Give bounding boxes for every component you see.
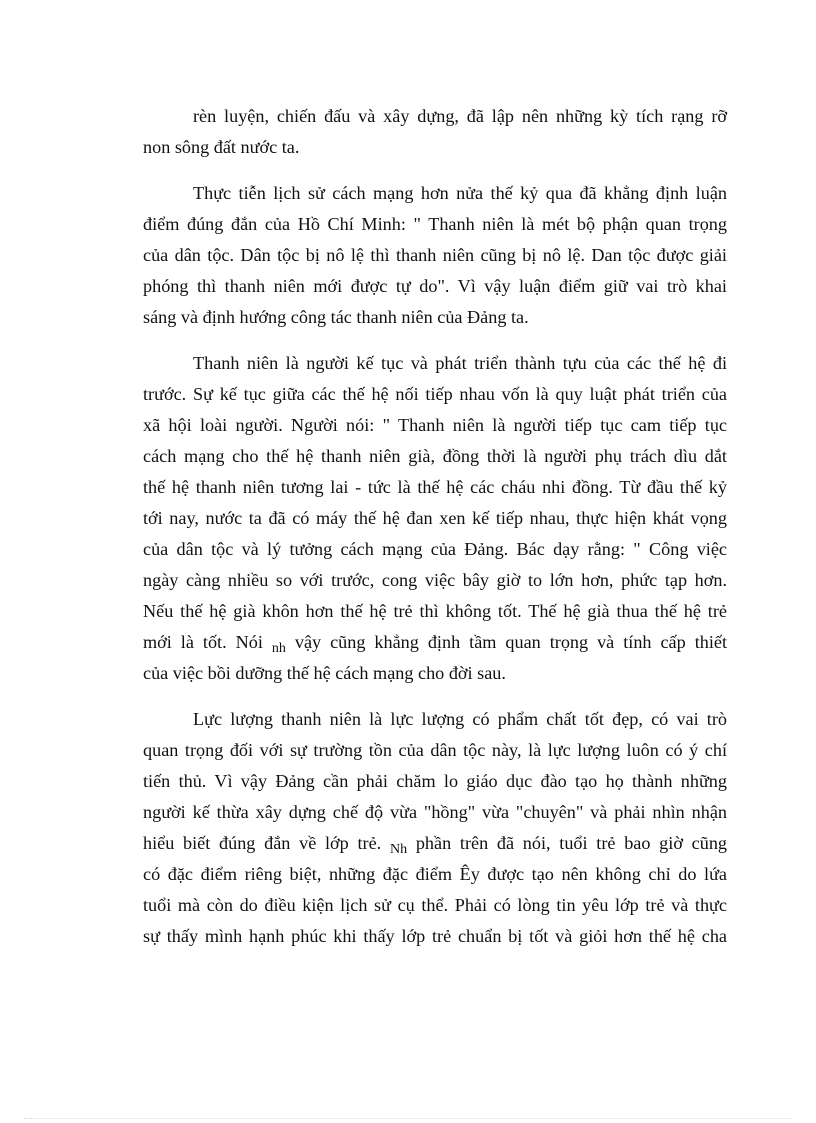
- text-line: tới nay, nước ta đã có máy thế hệ đan xen kế tiếp nhau, thực hiện khát vọng: [143, 508, 727, 528]
- text-line: rèn luyện, chiến đấu và xây dựng, đã lập nên những kỳ tích rạng rỡ: [193, 106, 727, 126]
- text-line: cách mạng cho thế hệ thanh niên già, đồng thời là người phụ trách dìu dắt: [143, 446, 727, 466]
- page-bottom-divider: [24, 1118, 792, 1119]
- line-segment: vậy cũng khẳng định tầm quan trọng và tính cấp thiết: [294, 632, 728, 652]
- text-line: người kế thừa xây dựng chế độ vừa "hồng" vừa "chuyên" và phải nhìn nhận: [143, 802, 727, 822]
- text-line: Lực lượng thanh niên là lực lượng có phẩm chất tốt đẹp, có vai trò: [193, 709, 727, 729]
- text-line: tuổi mà còn do điều kiện lịch sử cụ thể. Phải có lòng tin yêu lớp trẻ và thực: [143, 895, 727, 915]
- text-line: của việc bồi dưỡng thế hệ cách mạng cho đời sau.: [143, 663, 506, 683]
- text-line: của dân tộc và lý tưởng cách mạng của Đảng. Bác dạy rằng: " Công việc: [143, 539, 727, 559]
- text-line: tiến thủ. Vì vậy Đảng cần phải chăm lo giáo dục đào tạo họ thành những: [143, 771, 727, 791]
- subscript-fragment: Nh: [389, 842, 408, 857]
- text-line: sáng và định hướng công tác thanh niên của Đảng ta.: [143, 307, 529, 327]
- text-line: của dân tộc. Dân tộc bị nô lệ thì thanh niên cũng bị nô lệ. Dan tộc được giải: [143, 245, 727, 265]
- line-segment: hiểu biết đúng đắn về lớp trẻ.: [143, 833, 382, 853]
- text-line: quan trọng đối với sự trường tồn của dân tộc này, là lực lượng luôn có ý chí: [143, 740, 727, 760]
- paragraph-3: [143, 348, 727, 689]
- paragraph-4: [143, 704, 727, 952]
- text-line: Thanh niên là người kế tục và phát triển thành tựu của các thế hệ đi: [193, 353, 727, 373]
- paragraph-2: [143, 178, 727, 333]
- text-line: có đặc điểm riêng biệt, những đặc điểm Êy được tạo nên không chỉ do lứa: [143, 864, 727, 884]
- text-line: sự thấy mình hạnh phúc khi thấy lớp trẻ chuẩn bị tốt và giỏi hơn thế hệ cha: [143, 926, 727, 946]
- text-line: thế hệ thanh niên tương lai - tức là thế hệ các cháu nhi đồng. Từ đầu thế kỷ: [143, 477, 727, 497]
- text-line: điểm đúng đắn của Hồ Chí Minh: " Thanh niên là mét bộ phận quan trọng: [143, 214, 727, 234]
- text-line: ngày càng nhiều so với trước, cong việc bây giờ to lớn hơn, phức tạp hơn.: [143, 570, 727, 590]
- text-line: trước. Sự kế tục giữa các thế hệ nối tiếp nhau vốn là quy luật phát triển của: [143, 384, 727, 404]
- subscript-fragment: nh: [271, 641, 286, 656]
- line-segment: phần trên đã nói, tuổi trẻ bao giờ cũng: [415, 833, 728, 853]
- line-segment: mới là tốt. Nói: [143, 632, 263, 652]
- text-line: xã hội loài người. Người nói: " Thanh niên là người tiếp tục cam tiếp tục: [143, 415, 727, 435]
- text-line-with-subscript: [143, 828, 727, 859]
- paragraph-1: [143, 101, 727, 163]
- document-body: [143, 101, 727, 967]
- text-line: Nếu thế hệ già khôn hơn thế hệ trẻ thì không tốt. Thế hệ già thua thế hệ trẻ: [143, 601, 727, 621]
- text-line: phóng thì thanh niên mới được tự do". Vì vậy luận điểm giữ vai trò khai: [143, 276, 727, 296]
- text-line: non sông đất nước ta.: [143, 137, 300, 157]
- text-line-with-subscript: [143, 627, 727, 658]
- text-line: Thực tiễn lịch sử cách mạng hơn nửa thế kỷ qua đã khẳng định luận: [193, 183, 727, 203]
